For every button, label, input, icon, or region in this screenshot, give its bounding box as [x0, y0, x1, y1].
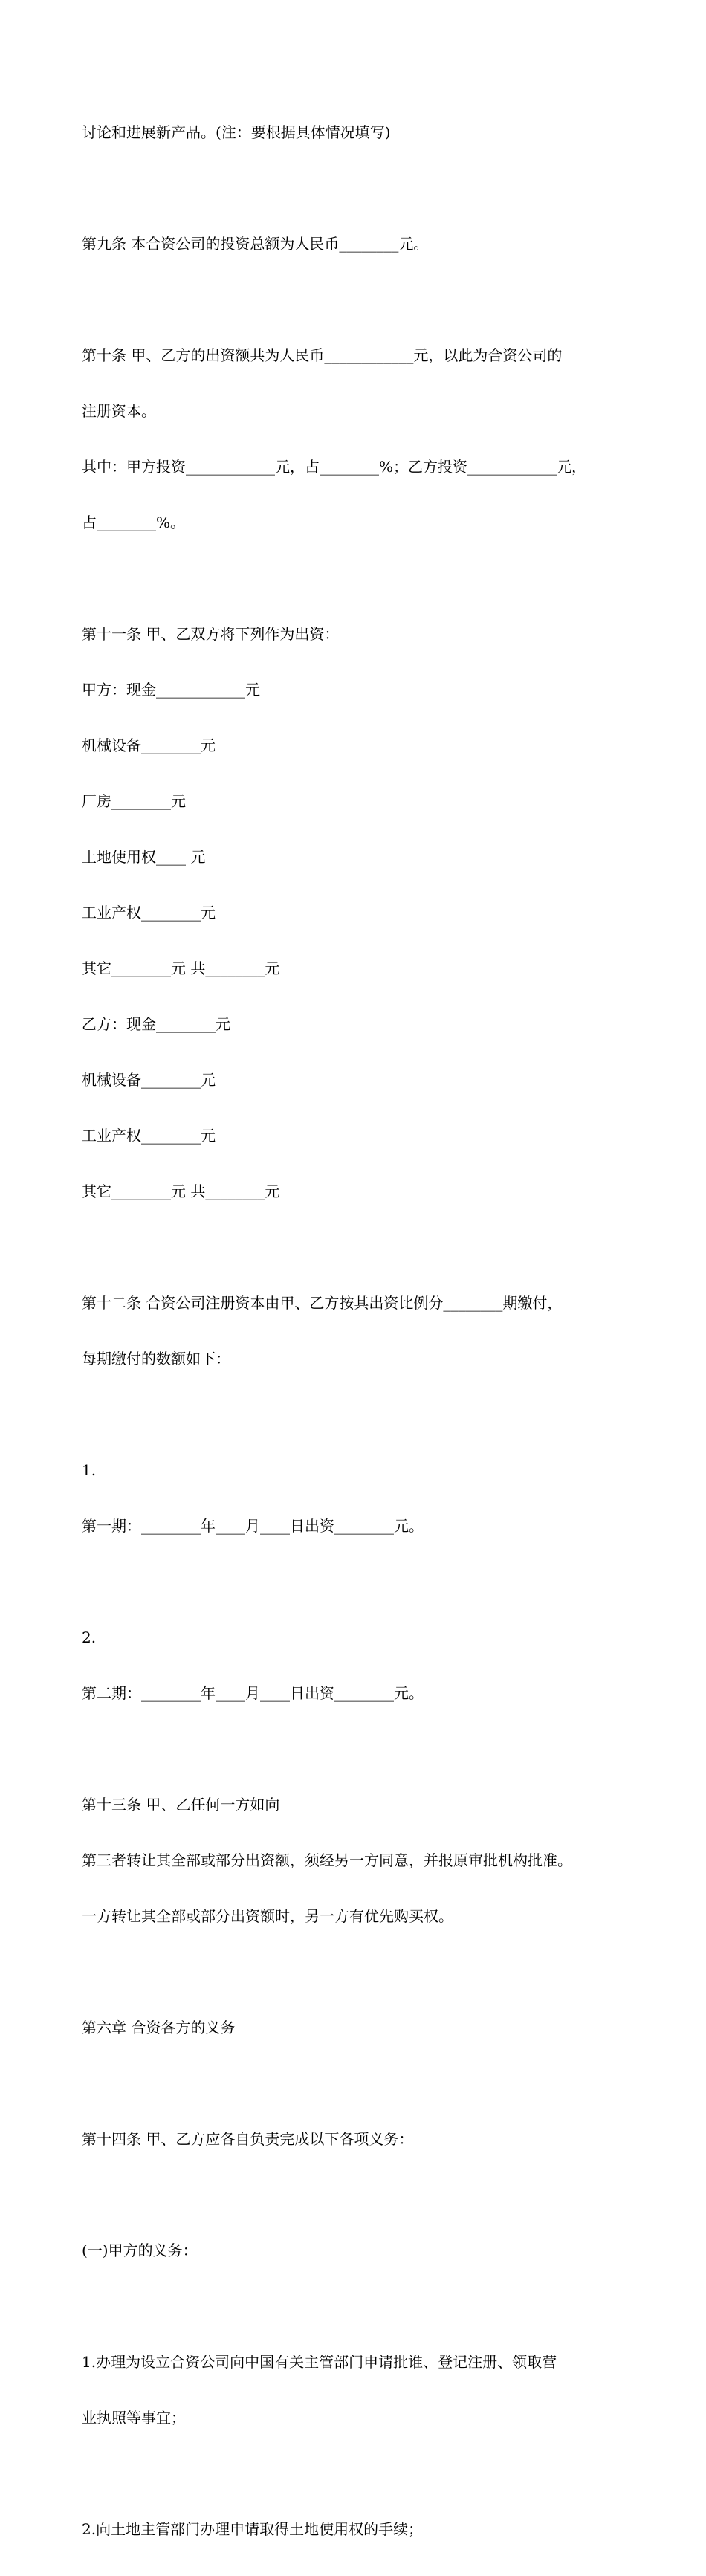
text-line: 业执照等事宜；	[82, 2409, 186, 2427]
article-11	[82, 588, 639, 1238]
text-line: 厂房________元	[82, 792, 186, 810]
chapter-6-heading	[82, 1981, 639, 2074]
text-line: 第十三条 甲、乙任何一方如向	[82, 1796, 280, 1813]
text-line: 第十二条 合资公司注册资本由甲、乙方按其出资比例分________期缴付，	[82, 1294, 563, 1312]
text-line: 第九条 本合资公司的投资总额为人民币________元。	[82, 235, 429, 253]
article-12	[82, 1257, 639, 1405]
text-line: 第一期：________年____月____日出资________元。	[82, 1517, 424, 1535]
text-line: 其它________元 共________元	[82, 959, 280, 977]
text-line: 机械设备________元	[82, 1071, 216, 1089]
text-line: 甲方：现金____________元	[82, 681, 260, 699]
text-line: 第十四条 甲、乙方应各自负责完成以下各项义务：	[82, 2130, 414, 2148]
article-10	[82, 309, 639, 569]
text-line: 第十一条 甲、乙双方将下列作为出资：	[82, 625, 340, 643]
text-line: 工业产权________元	[82, 904, 216, 922]
text-line: 工业产权________元	[82, 1127, 216, 1145]
text-line: 第三者转让其全部或部分出资额，须经另一方同意，并报原审批机构批准。	[82, 1851, 572, 1869]
text-line: 其中：甲方投资____________元，占________%；乙方投资____________元，	[82, 458, 587, 476]
list-number: 2.	[82, 1628, 97, 1646]
text-line: 注册资本。	[82, 402, 156, 420]
installment-1	[82, 1424, 639, 1573]
party-a-duties-heading	[82, 2204, 639, 2297]
text-line: 其它________元 共________元	[82, 1182, 280, 1200]
text-line: (一)甲方的义务：	[82, 2242, 198, 2259]
paragraph-new-products	[82, 86, 639, 179]
text-line: 一方转让其全部或部分出资额时，另一方有优先购买权。	[82, 1907, 453, 1925]
article-9	[82, 198, 639, 291]
text-line: 每期缴付的数额如下：	[82, 1350, 230, 1368]
article-14	[82, 2093, 639, 2186]
duty-item-1	[82, 2316, 639, 2465]
text-line: 第十条 甲、乙方的出资额共为人民币____________元，以此为合资公司的	[82, 346, 563, 364]
text-line: 1.办理为设立合资公司向中国有关主管部门申请批谁、登记注册、领取营	[82, 2353, 557, 2371]
text-line: 讨论和进展新产品。(注：要根据具体情况填写)	[82, 123, 391, 141]
text-line: 机械设备________元	[82, 737, 216, 754]
article-13	[82, 1758, 639, 1963]
text-line: 第六章 合资各方的义务	[82, 2019, 236, 2036]
text-line: 乙方：现金________元	[82, 1015, 230, 1033]
text-line: 2.向土地主管部门办理申请取得土地使用权的手续；	[82, 2520, 424, 2538]
installment-2	[82, 1591, 639, 1740]
text-line: 第二期：________年____月____日出资________元。	[82, 1684, 424, 1702]
text-line: 占________%。	[82, 514, 186, 531]
list-number: 1.	[82, 1461, 97, 1479]
duty-item-2	[82, 2483, 639, 2576]
text-line: 土地使用权____ 元	[82, 848, 206, 866]
document-body	[82, 86, 639, 2576]
